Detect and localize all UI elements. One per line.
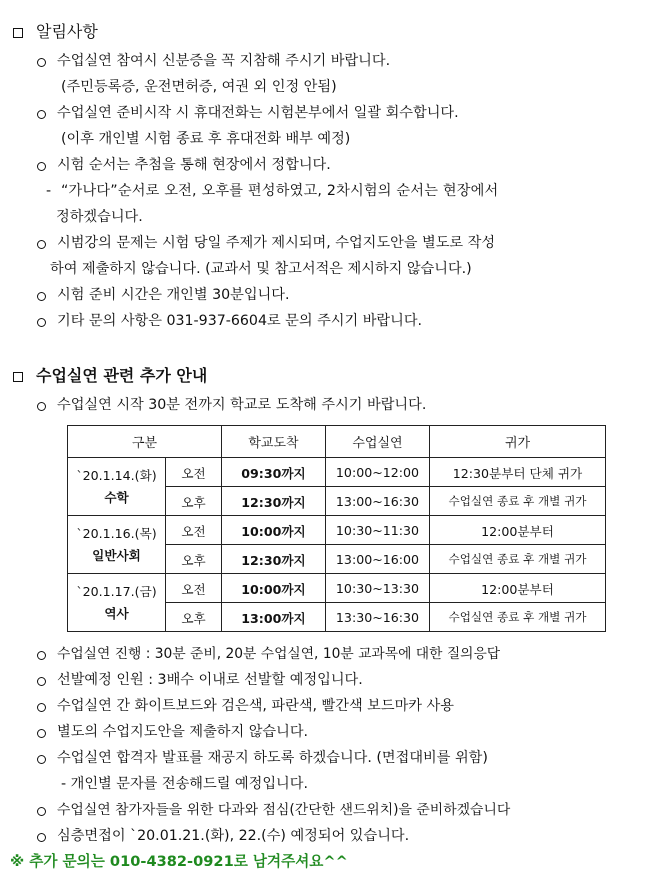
home-cell: 12:00분부터	[430, 574, 606, 603]
extra-item-2: 선발예정 인원 : 3배수 이내로 선발할 예정입니다.	[57, 672, 363, 688]
notice-title: 알림사항	[36, 22, 98, 41]
arrival-cell: 13:00까지	[222, 603, 326, 632]
home-cell: 12:00분부터	[430, 516, 606, 545]
notice-item-4-cont: 정하겠습니다.	[56, 209, 143, 225]
day-subject: 일반사회	[92, 547, 141, 563]
period-cell: 오후	[166, 545, 222, 574]
table-row	[68, 516, 606, 545]
day-cell	[68, 574, 166, 632]
bullet-circle	[37, 318, 46, 327]
table-row	[68, 574, 606, 603]
header-demo: 수업실연	[326, 426, 430, 458]
notice-item-2: 수업실연 준비시작 시 휴대전화는 시험본부에서 일괄 회수합니다.	[57, 105, 459, 121]
bullet-circle	[37, 110, 46, 119]
notice-item-2-sub: (이후 개인별 시험 종료 후 휴대전화 배부 예정)	[61, 131, 351, 147]
extra-item-1: 수업실연 진행 : 30분 준비, 20분 수업실연, 10분 교과목에 대한 질의응답	[57, 646, 501, 662]
bullet-circle	[37, 402, 46, 411]
demo-time-cell: 10:00~12:00	[326, 458, 430, 487]
day-subject: 역사	[104, 605, 129, 621]
extra-item-4: 별도의 수업지도안을 제출하지 않습니다.	[57, 724, 309, 740]
bullet-circle	[37, 755, 46, 764]
header-category: 구분	[68, 426, 222, 458]
contact-footer: ※ 추가 문의는 010-4382-0921로 남겨주셔요^^	[10, 853, 348, 870]
bullet-circle	[37, 833, 46, 842]
header-home: 귀가	[430, 426, 606, 458]
demo-time-cell: 13:00~16:30	[326, 487, 430, 516]
home-cell: 12:30분부터 단체 귀가	[430, 458, 606, 487]
extra-item-6: 수업실연 참가자들을 위한 다과와 점심(간단한 샌드위치)을 준비하겠습니다	[57, 802, 511, 818]
arrival-cell: 12:30까지	[222, 545, 326, 574]
bullet-circle	[37, 240, 46, 249]
bullet-circle	[37, 677, 46, 686]
arrival-cell: 12:30까지	[222, 487, 326, 516]
day-date: `20.1.17.(금)	[76, 583, 157, 599]
extra-item-5: 수업실연 합격자 발표를 재공지 하도록 하겠습니다. (면접대비를 위함)	[57, 750, 488, 766]
day-cell	[68, 516, 166, 574]
header-arrival: 학교도착	[222, 426, 326, 458]
period-cell: 오전	[166, 516, 222, 545]
period-cell: 오후	[166, 603, 222, 632]
notice-item-4: “가나다”순서로 오전, 오후를 편성하였고, 2차시험의 순서는 현장에서	[61, 183, 499, 199]
arrival-cell: 10:00까지	[222, 516, 326, 545]
extra-item-7: 심층면접이 `20.01.21.(화), 22.(수) 예정되어 있습니다.	[57, 828, 410, 844]
arrival-cell: 09:30까지	[222, 458, 326, 487]
bullet-circle	[37, 703, 46, 712]
period-cell: 오전	[166, 574, 222, 603]
notice-item-5: 시범강의 문제는 시험 당일 주제가 제시되며, 수업지도안을 별도로 작성	[57, 235, 496, 251]
extra-title: 수업실연 관련 추가 안내	[36, 366, 208, 385]
bullet-circle	[37, 162, 46, 171]
bullet-circle	[37, 729, 46, 738]
extra-intro: 수업실연 시작 30분 전까지 학교로 도착해 주시기 바랍니다.	[57, 397, 427, 413]
bullet-circle	[37, 807, 46, 816]
extra-item-3: 수업실연 간 화이트보드와 검은색, 파란색, 빨간색 보드마카 사용	[57, 698, 454, 714]
demo-time-cell: 10:30~11:30	[326, 516, 430, 545]
section-bullet-square	[13, 28, 23, 38]
notice-item-5-cont: 하여 제출하지 않습니다. (교과서 및 참고서적은 제시하지 않습니다.)	[50, 261, 472, 277]
day-cell	[68, 458, 166, 516]
home-cell: 수업실연 종료 후 개별 귀가	[430, 545, 606, 574]
bullet-circle	[37, 651, 46, 660]
notice-item-1: 수업실연 참여시 신분증을 꼭 지참해 주시기 바랍니다.	[57, 53, 391, 69]
demo-time-cell: 13:00~16:00	[326, 545, 430, 574]
notice-item-1-sub: (주민등록증, 운전면허증, 여권 외 인정 안됨)	[61, 79, 337, 95]
demo-time-cell: 13:30~16:30	[326, 603, 430, 632]
notice-item-4-dash: -	[46, 183, 52, 199]
table-header-row	[68, 426, 606, 458]
extra-item-5-sub: - 개인별 문자를 전송해드릴 예정입니다.	[61, 776, 308, 792]
day-date: `20.1.16.(목)	[76, 525, 157, 541]
notice-item-6: 시험 준비 시간은 개인별 30분입니다.	[57, 287, 290, 303]
arrival-cell: 10:00까지	[222, 574, 326, 603]
period-cell: 오전	[166, 458, 222, 487]
section-bullet-square	[13, 372, 23, 382]
bullet-circle	[37, 292, 46, 301]
bullet-circle	[37, 58, 46, 67]
notice-item-3: 시험 순서는 추첨을 통해 현장에서 정합니다.	[57, 157, 331, 173]
day-subject: 수학	[104, 489, 129, 505]
notice-item-7: 기타 문의 사항은 031-937-6604로 문의 주시기 바랍니다.	[57, 313, 423, 329]
home-cell: 수업실연 종료 후 개별 귀가	[430, 603, 606, 632]
table-row	[68, 458, 606, 487]
day-date: `20.1.14.(화)	[76, 467, 157, 483]
period-cell: 오후	[166, 487, 222, 516]
home-cell: 수업실연 종료 후 개별 귀가	[430, 487, 606, 516]
schedule-table	[67, 425, 606, 632]
demo-time-cell: 10:30~13:30	[326, 574, 430, 603]
